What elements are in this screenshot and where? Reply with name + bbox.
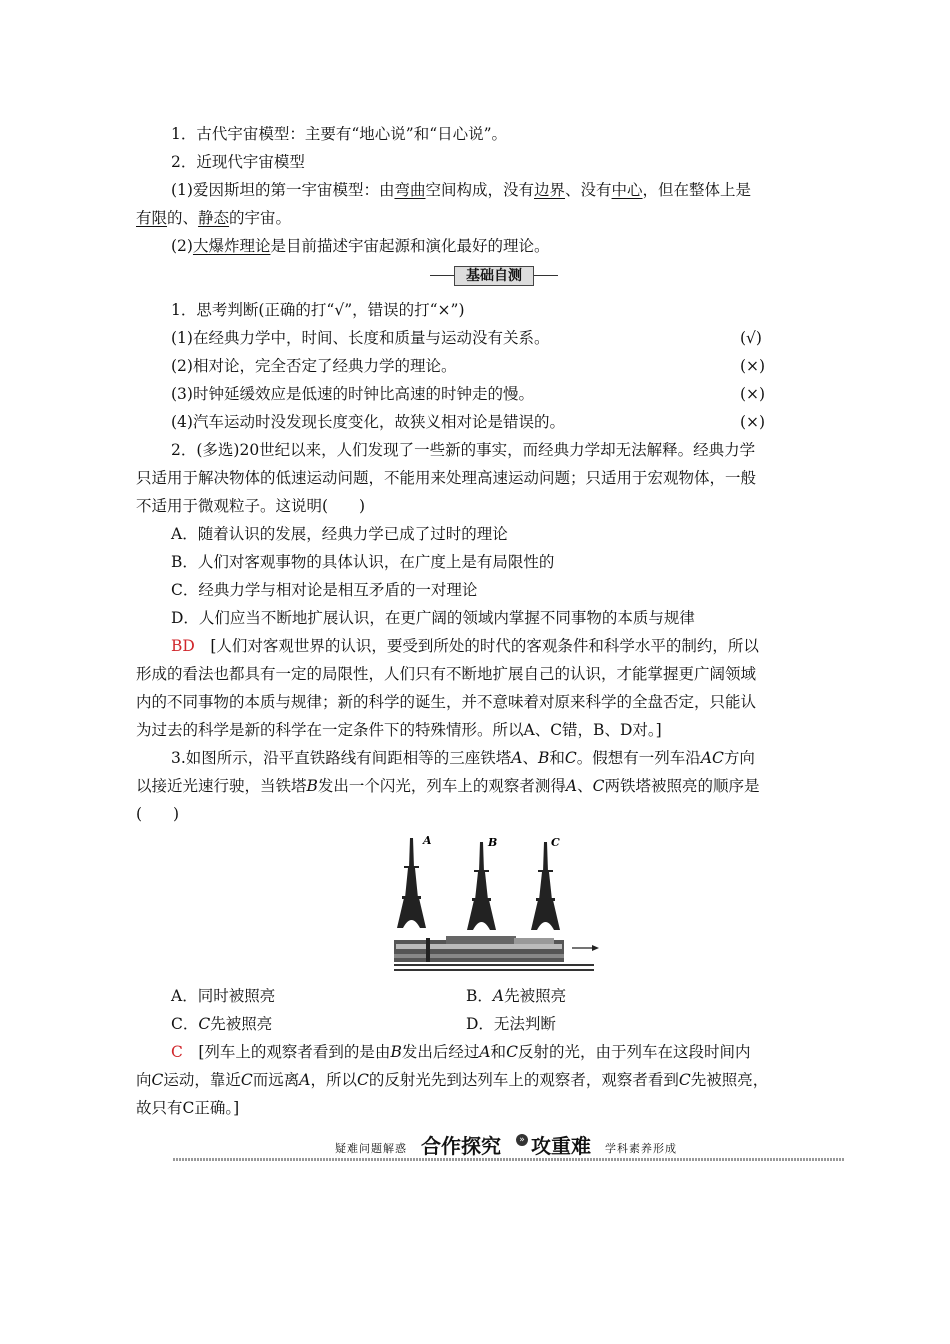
tower-a [397,838,426,928]
q3-explanation-line3: 故只有C正确。] [136,1099,240,1117]
towers-train-figure [386,828,606,978]
banner-divider [173,1158,845,1161]
banner-left-text: 疑难问题解惑 [335,1142,407,1155]
q2-option-b: B．人们对客观事物的具体认识，在广度上是有局限性的 [171,553,555,571]
banner-main-title: 合作探究 [421,1134,501,1158]
q1-item-1: (1)在经典力学中，时间、长度和质量与运动没有关系。 [171,329,550,347]
tower-label-a: A [423,834,432,847]
banner-right-text: 学科素养形成 [605,1142,677,1155]
q2-option-d: D．人们应当不断地扩展认识，在更广阔的领域内掌握不同事物的本质与规律 [171,609,695,627]
ancient-model: 1．古代宇宙模型：主要有“地心说”和“日心说”。 [171,125,508,143]
bigbang-line: (2)大爆炸理论是目前描述宇宙起源和演化最好的理论。 [171,237,550,255]
q1-mark-3: (×) [740,385,766,403]
tower-label-b: B [488,836,498,849]
q1-item-3: (3)时钟延缓效应是低速的时钟比高速的时钟走的慢。 [171,385,534,403]
q2-explanation-line4: 为过去的科学是新的科学在一定条件下的特殊情形。所以A、C错，B、D对。] [136,721,662,739]
q3-explanation-line2: 向C运动，靠近C而远离A，所以C的反射光先到达列车上的观察者，观察者看到C先被照亮， [136,1071,769,1089]
q2-stem-line1: 2．(多选)20世纪以来，人们发现了一些新的事实，而经典力学却无法解释。经典力学 [171,441,756,459]
train [394,936,564,962]
q3-option-b: B．A先被照亮 [466,987,567,1005]
q1-mark-1: (√) [740,329,762,347]
section-title: 基础自测 [454,266,534,286]
bottom-section-banner [173,1128,845,1162]
q2-explanation-line1: BD [人们对客观世界的认识，要受到所处的时代的客观条件和科学水平的制约，所以 [171,637,759,655]
q2-stem-line3: 不适用于微观粒子。这说明( ) [136,497,366,515]
q3-stem-line3: ( ) [136,805,180,823]
q2-explanation-line3: 内的不同事物的本质与规律；新的科学的诞生，并不意味着对原来科学的全盘否定，只能认 [136,693,757,711]
banner-arrow-icon: » [516,1134,528,1146]
q3-option-d: D．无法判断 [466,1015,556,1033]
modern-model-heading: 2．近现代宇宙模型 [171,153,305,171]
q2-answer: BD [171,637,195,655]
banner-main-title-2: 攻重难 [531,1134,591,1158]
tower-b [467,842,496,930]
q1-mark-2: (×) [740,357,766,375]
q2-option-c: C．经典力学与相对论是相互矛盾的一对理论 [171,581,478,599]
q3-answer: C [171,1043,183,1061]
q1-mark-4: (×) [740,413,766,431]
q2-stem-line2: 只适用于解决物体的低速运动问题，不能用来处理高速运动问题；只适用于宏观物体，一般 [136,469,757,487]
q3-stem-line1: 3.如图所示，沿平直铁路线有间距相等的三座铁塔A、B和C。假想有一列车沿AC方向 [171,749,755,767]
direction-arrow [572,945,599,951]
q3-option-c: C．C先被照亮 [171,1015,273,1033]
q1-item-2: (2)相对论，完全否定了经典力学的理论。 [171,357,457,375]
q3-option-a: A．同时被照亮 [171,987,276,1005]
q2-explanation-line2: 形成的看法也都具有一定的局限性，人们只有不断地扩展自己的认识，才能掌握更广阔领域 [136,665,757,683]
tower-c [531,842,560,930]
einstein-model-line1: (1)爱因斯坦的第一宇宙模型：由弯曲空间构成，没有边界、没有中心，但在整体上是 [171,181,752,199]
q1-stem: 1．思考判断(正确的打“√”，错误的打“×”) [171,301,465,319]
rails [394,964,594,971]
einstein-model-line2: 有限的、静态的宇宙。 [136,209,292,227]
q3-stem-line2: 以接近光速行驶，当铁塔B发出一个闪光，列车上的观察者测得A、C两铁塔被照亮的顺序是 [136,777,760,795]
section-header [430,266,558,286]
q2-option-a: A．随着认识的发展，经典力学已成了过时的理论 [171,525,508,543]
tower-label-c: C [551,836,560,849]
q3-explanation-line1: C [列车上的观察者看到的是由B发出后经过A和C反射的光，由于列车在这段时间内 [171,1043,751,1061]
q1-item-4: (4)汽车运动时没发现长度变化，故狭义相对论是错误的。 [171,413,565,431]
